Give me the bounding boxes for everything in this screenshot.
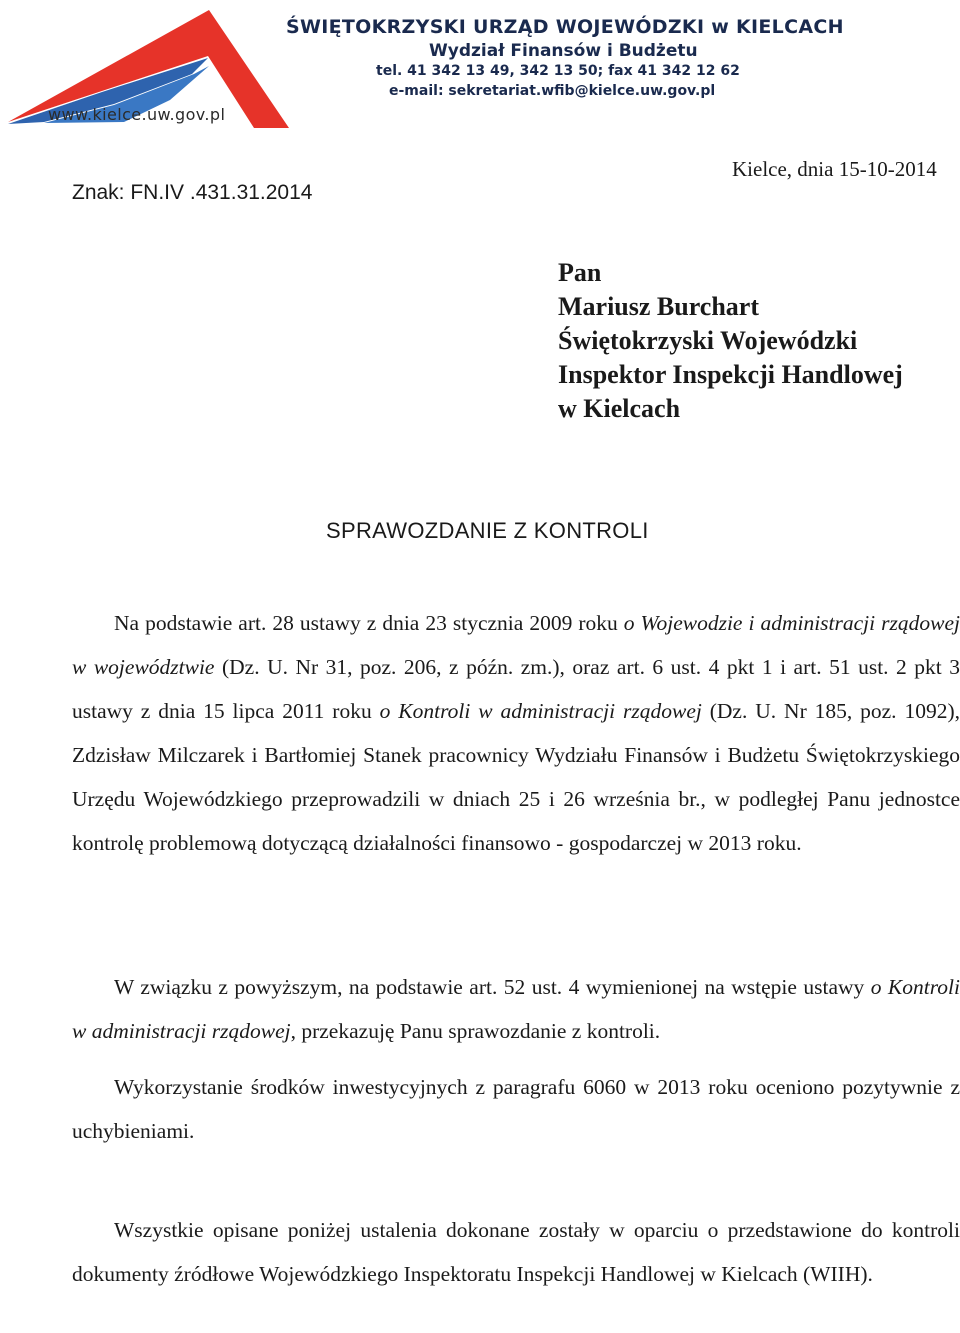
p1-text-a: Na podstawie art. 28 ustawy z dnia 23 stycznia 2009 roku: [114, 611, 624, 635]
place-date: Kielce, dnia 15-10-2014: [732, 157, 937, 181]
p2-act-title: o Kontroli w administracji rządowej: [72, 975, 960, 1043]
p1-act-title-2: o Kontroli w administracji rządowej: [379, 699, 702, 723]
p2-text-c: , przekazuję Panu sprawozdanie z kontroli.: [290, 1019, 661, 1043]
paragraph-legal-basis: [72, 601, 960, 865]
recipient-city: w Kielcach: [558, 394, 681, 423]
paragraph-assessment: [72, 1065, 960, 1153]
document-reference: Znak: FN.IV .431.31.2014: [72, 181, 313, 204]
p1-text-e: (Dz. U. Nr 185, poz. 1092), Zdzisław Milczarek i Bartłomiej Stanek pracownicy Wydziału Finansów i Budżetu Świętokrzyskiego Urzędu Wojewódzkiego przeprowadzili w dniach 25 i 26 września br., w podległej Panu jednostce kontrolę problemową dotyczącą działalności finansowo - gospodarczej w 2013 roku.: [72, 699, 960, 855]
website-link[interactable]: www.kielce.uw.gov.pl: [48, 105, 226, 124]
department-name: Wydział Finansów i Budżetu: [429, 41, 698, 61]
contact-email: e-mail: sekretariat.wfib@kielce.uw.gov.pl: [389, 83, 716, 99]
p1-act-title-1: o Wojewodzie i administracji rządowej w województwie: [72, 611, 960, 679]
recipient-name: Mariusz Burchart: [558, 292, 759, 321]
organization-name: ŚWIĘTOKRZYSKI URZĄD WOJEWÓDZKI w KIELCACH: [286, 16, 844, 38]
recipient-title-1: Świętokrzyski Wojewódzki: [558, 326, 858, 355]
p4-text: Wszystkie opisane poniżej ustalenia dokonane zostały w oparciu o przedstawione do kontroli dokumenty źródłowe Wojewódzkiego Inspektoratu Inspekcji Handlowej w Kielcach (WIIH).: [72, 1218, 960, 1286]
report-title: SPRAWOZDANIE Z KONTROLI: [326, 518, 649, 543]
p3-text: Wykorzystanie środków inwestycyjnych z paragrafu 6060 w 2013 roku oceniono pozytywnie z uchybieniami.: [72, 1075, 960, 1143]
recipient-block: [558, 256, 903, 426]
contact-phone: tel. 41 342 13 49, 342 13 50; fax 41 342 12 62: [376, 63, 740, 79]
recipient-title-2: Inspektor Inspekcji Handlowej: [558, 360, 903, 389]
p2-text-a: W związku z powyższym, na podstawie art. 52 ust. 4 wymienionej na wstępie ustawy: [114, 975, 871, 999]
p1-text-c: (Dz. U. Nr 31, poz. 206, z późn. zm.), oraz art. 6 ust. 4 pkt 1 i art. 51 ust. 2 pkt 3 ustawy z dnia 15 lipca 2011 roku: [72, 655, 960, 723]
paragraph-transmittal: [72, 965, 960, 1053]
paragraph-findings-basis: [72, 1208, 960, 1296]
recipient-salutation: Pan: [558, 258, 602, 287]
